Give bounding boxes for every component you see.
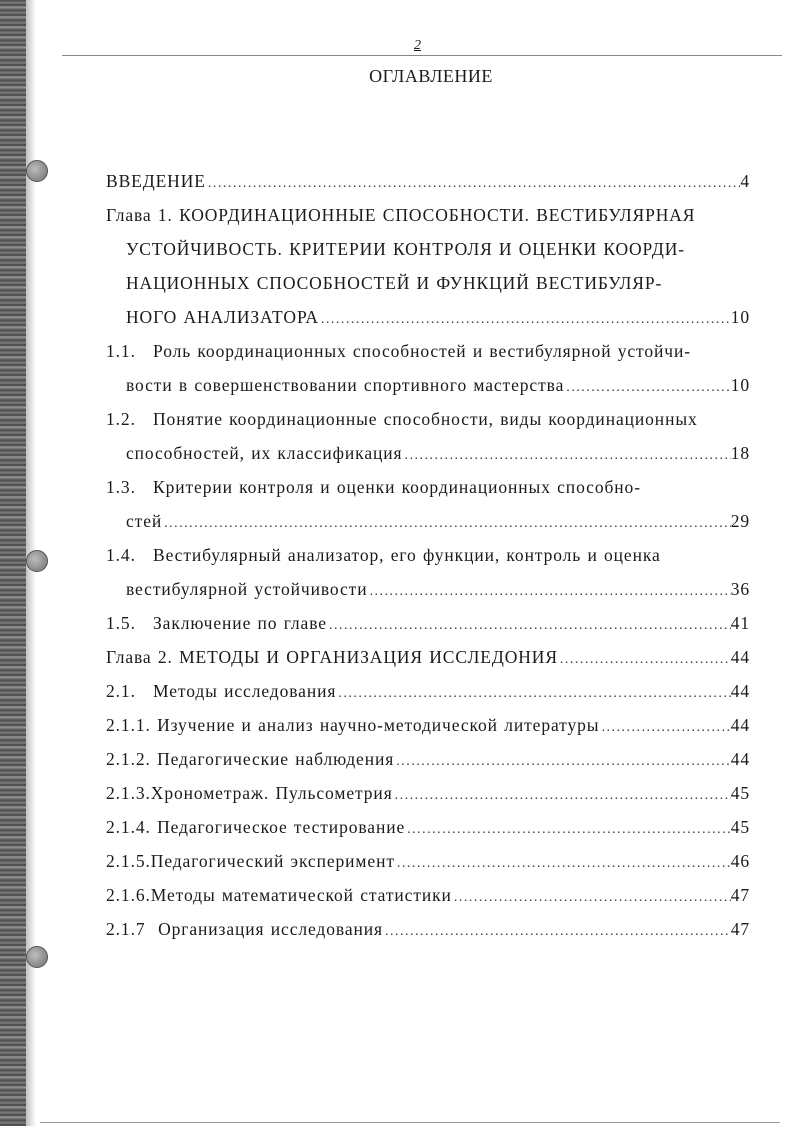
footer-rule <box>40 1122 780 1123</box>
page-title: ОГЛАВЛЕНИЕ <box>369 66 493 86</box>
toc-section-number: 2.1.1. <box>106 715 151 735</box>
toc-entry-2-1-3[interactable] <box>106 776 750 810</box>
dot-leader <box>367 578 730 606</box>
toc-page-number: 41 <box>730 613 750 633</box>
toc-section-number: 2.1. <box>106 681 136 701</box>
toc-page-number: 44 <box>730 647 750 667</box>
toc-entry-1-1[interactable] <box>106 334 750 402</box>
toc-entry-text: Роль координационных способностей и вестибулярной устойчи- <box>153 341 691 361</box>
dot-leader <box>395 850 731 878</box>
toc-entry-text: Глава 2. МЕТОДЫ И ОРГАНИЗАЦИЯ ИССЛЕДОНИЯ <box>106 647 558 667</box>
toc-entry-2-1-6[interactable] <box>106 878 750 912</box>
dot-leader <box>599 714 730 742</box>
toc-entry-1-5[interactable] <box>106 606 750 640</box>
dot-leader <box>206 170 741 198</box>
header-rule <box>62 55 782 56</box>
toc-page-number: 47 <box>730 885 750 905</box>
toc-section-number: 1.1. <box>106 341 136 361</box>
toc-entry-text: Понятие координационные способности, виды координационных <box>153 409 698 429</box>
toc-entry-2-1-5[interactable] <box>106 844 750 878</box>
table-of-contents <box>106 164 750 946</box>
toc-entry-text: Хронометраж. Пульсометрия <box>150 783 393 803</box>
punch-hole <box>26 160 48 182</box>
toc-section-number: 2.1.3. <box>106 783 151 803</box>
punch-hole <box>26 550 48 572</box>
toc-section-number: 2.1.7 <box>106 919 146 939</box>
toc-page-number: 44 <box>730 681 750 701</box>
toc-page-number: 45 <box>730 817 750 837</box>
toc-entry-text: Критерии контроля и оценки координационных способно- <box>153 477 641 497</box>
toc-entry-2-1-4[interactable] <box>106 810 750 844</box>
toc-entry-text: Организация исследования <box>158 919 383 939</box>
toc-page-number: 44 <box>730 715 750 735</box>
toc-entry-text: НОГО АНАЛИЗАТОРА <box>126 307 319 327</box>
toc-section-number: 1.3. <box>106 477 136 497</box>
toc-entry-text: Педагогические наблюдения <box>157 749 395 769</box>
dot-leader <box>336 680 730 708</box>
toc-entry-text: Изучение и анализ научно-методической литературы <box>157 715 600 735</box>
toc-entry-text: Педагогический эксперимент <box>150 851 395 871</box>
toc-page-number: 10 <box>730 375 750 395</box>
dot-leader <box>402 442 730 470</box>
toc-entry-text: УСТОЙЧИВОСТЬ. КРИТЕРИИ КОНТРОЛЯ И ОЦЕНКИ КООРДИ- <box>126 239 685 259</box>
toc-section-number: 1.5. <box>106 613 136 633</box>
toc-entry-text: Заключение по главе <box>153 613 327 633</box>
dot-leader <box>319 306 731 334</box>
toc-entry-1-4[interactable] <box>106 538 750 606</box>
toc-page-number: 44 <box>730 749 750 769</box>
dot-leader <box>394 748 730 776</box>
dot-leader <box>452 884 731 912</box>
toc-page-number: 45 <box>730 783 750 803</box>
toc-entry-intro[interactable] <box>106 164 750 198</box>
dot-leader <box>405 816 731 844</box>
toc-entry-2-1[interactable] <box>106 674 750 708</box>
toc-entry-text: способностей, их классификация <box>126 443 403 463</box>
toc-page-number: 4 <box>740 171 750 191</box>
toc-page-number: 10 <box>730 307 750 327</box>
toc-entry-1-2[interactable] <box>106 402 750 470</box>
toc-entry-text: Педагогическое тестирование <box>157 817 406 837</box>
toc-page-number: 29 <box>730 511 750 531</box>
toc-section-number: 2.1.5. <box>106 851 151 871</box>
toc-entry-text: Глава 1. КООРДИНАЦИОННЫЕ СПОСОБНОСТИ. ВЕСТИБУЛЯРНАЯ <box>106 205 696 225</box>
toc-page-number: 18 <box>730 443 750 463</box>
toc-section-number: 1.4. <box>106 545 136 565</box>
dot-leader <box>393 782 731 810</box>
toc-entry-text: НАЦИОННЫХ СПОСОБНОСТЕЙ И ФУНКЦИЙ ВЕСТИБУЛЯР- <box>126 273 663 293</box>
toc-entry-text: вости в совершенствовании спортивного мастерства <box>126 375 565 395</box>
toc-entry-2-1-2[interactable] <box>106 742 750 776</box>
toc-entry-text: вестибулярной устойчивости <box>126 579 368 599</box>
dot-leader <box>383 918 731 946</box>
toc-section-number: 1.2. <box>106 409 136 429</box>
toc-entry-text: стей <box>126 511 163 531</box>
toc-entry-text: Методы математической статистики <box>150 885 452 905</box>
toc-section-number: 2.1.4. <box>106 817 151 837</box>
dot-leader <box>558 646 731 674</box>
page-number: 2 <box>414 38 421 53</box>
toc-page-number: 46 <box>730 851 750 871</box>
toc-section-number: 2.1.2. <box>106 749 151 769</box>
toc-page-number: 47 <box>730 919 750 939</box>
toc-entry-text: Методы исследования <box>153 681 337 701</box>
dot-leader <box>327 612 731 640</box>
punch-hole <box>26 946 48 968</box>
scan-binding-edge <box>0 0 26 1126</box>
toc-entry-1-3[interactable] <box>106 470 750 538</box>
dot-leader <box>162 510 731 538</box>
toc-entry-text: ВВЕДЕНИЕ <box>106 171 206 191</box>
toc-page-number: 36 <box>730 579 750 599</box>
toc-entry-chapter-2[interactable] <box>106 640 750 674</box>
toc-section-number: 2.1.6. <box>106 885 151 905</box>
toc-entry-chapter-1[interactable] <box>106 198 750 334</box>
toc-entry-2-1-1[interactable] <box>106 708 750 742</box>
toc-entry-2-1-7[interactable] <box>106 912 750 946</box>
dot-leader <box>564 374 730 402</box>
toc-entry-text: Вестибулярный анализатор, его функции, контроль и оценка <box>153 545 661 565</box>
